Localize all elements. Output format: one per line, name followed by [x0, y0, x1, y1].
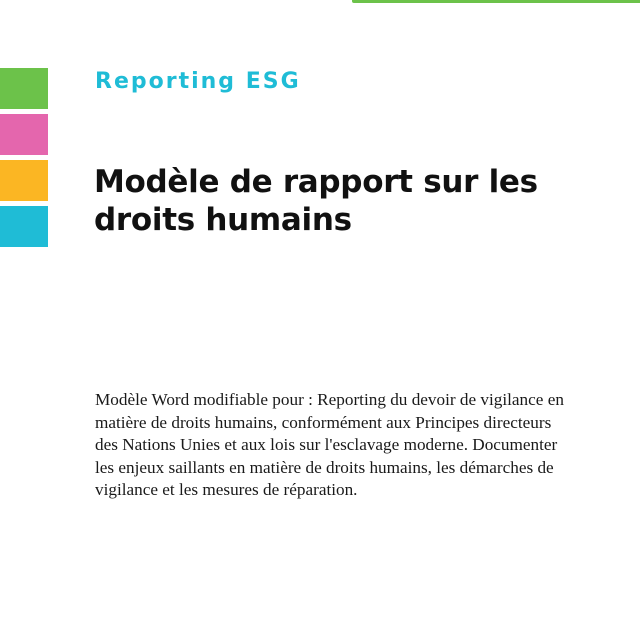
color-bar-stack: [0, 68, 48, 252]
cyan-color-bar: [0, 206, 48, 247]
description-text: Modèle Word modifiable pour : Reporting du devoir de vigilance en matière de droits humains, conformément aux Principes directeurs des Nations Unies et aux lois sur l'esclavage moderne. Documenter les enjeux saillants en matière de droits humains, les démarches de vigilance et les mesures de réparation.: [95, 390, 564, 499]
category-label: Reporting ESG: [95, 69, 301, 94]
yellow-color-bar: [0, 160, 48, 201]
green-color-bar: [0, 68, 48, 109]
top-accent-line: [352, 0, 640, 3]
pink-color-bar: [0, 114, 48, 155]
page-title: Modèle de rapport sur les droits humains: [94, 164, 538, 238]
